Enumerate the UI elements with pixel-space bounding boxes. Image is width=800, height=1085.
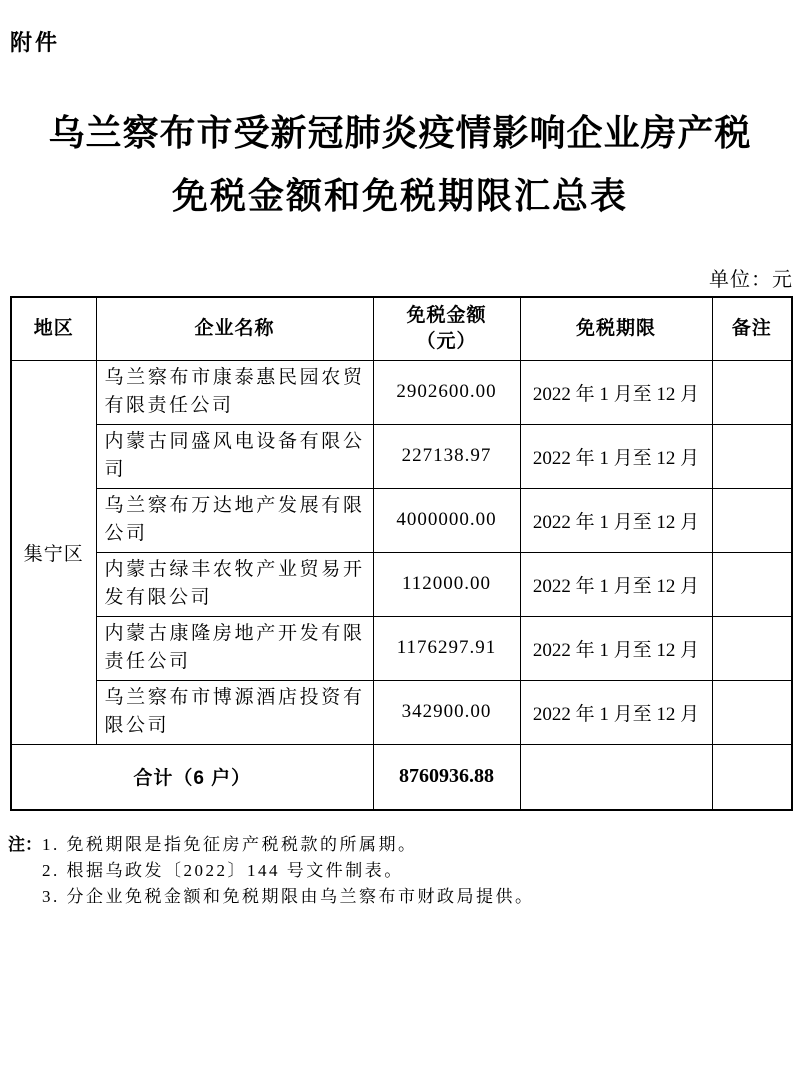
title-line-1: 乌兰察布市受新冠肺炎疫情影响企业房产税 (48, 113, 752, 153)
table-row (11, 680, 792, 744)
table-total-row (11, 744, 792, 810)
header-remark: 备注 (712, 297, 792, 360)
table-row (11, 488, 792, 552)
company-cell: 内蒙古绿丰农牧产业贸易开发有限公司 (96, 552, 373, 616)
table-header-row (11, 297, 792, 360)
note-line-2: 2. 根据乌政发〔2022〕144 号文件制表。 (42, 861, 404, 880)
period-cell: 2022 年 1 月至 12 月 (520, 360, 712, 424)
total-period-cell (520, 744, 712, 810)
notes-items (42, 832, 535, 910)
remark-cell (712, 616, 792, 680)
company-cell: 乌兰察布市康泰惠民园农贸有限责任公司 (96, 360, 373, 424)
table-row (11, 424, 792, 488)
notes-section (8, 832, 535, 910)
amount-cell: 227138.97 (373, 424, 520, 488)
header-amount-line1: 免税金额 (406, 304, 487, 326)
amount-cell: 342900.00 (373, 680, 520, 744)
total-remark-cell (712, 744, 792, 810)
document-title (0, 102, 800, 228)
amount-cell: 4000000.00 (373, 488, 520, 552)
period-cell: 2022 年 1 月至 12 月 (520, 680, 712, 744)
period-cell: 2022 年 1 月至 12 月 (520, 488, 712, 552)
amount-cell: 1176297.91 (373, 616, 520, 680)
amount-cell: 112000.00 (373, 552, 520, 616)
notes-label: 注： (8, 835, 42, 854)
remark-cell (712, 552, 792, 616)
period-cell: 2022 年 1 月至 12 月 (520, 616, 712, 680)
company-cell: 内蒙古同盛风电设备有限公司 (96, 424, 373, 488)
summary-table (10, 296, 793, 811)
unit-label: 单位：元 (709, 269, 793, 291)
header-amount-line2: （元） (416, 330, 477, 352)
company-cell: 乌兰察布万达地产发展有限公司 (96, 488, 373, 552)
note-line-3: 3. 分企业免税金额和免税期限由乌兰察布市财政局提供。 (42, 887, 535, 906)
header-region: 地区 (11, 297, 96, 360)
table-row (11, 616, 792, 680)
attachment-label: 附件 (10, 30, 61, 55)
table-row (11, 360, 792, 424)
period-cell: 2022 年 1 月至 12 月 (520, 552, 712, 616)
header-company: 企业名称 (96, 297, 373, 360)
company-cell: 乌兰察布市博源酒店投资有限公司 (96, 680, 373, 744)
title-line-2: 免税金额和免税期限汇总表 (171, 176, 628, 216)
header-amount (373, 297, 520, 360)
region-cell: 集宁区 (11, 360, 96, 744)
remark-cell (712, 680, 792, 744)
remark-cell (712, 488, 792, 552)
total-label-cell: 合计（6 户） (11, 744, 373, 810)
remark-cell (712, 360, 792, 424)
amount-cell: 2902600.00 (373, 360, 520, 424)
table-row (11, 552, 792, 616)
remark-cell (712, 424, 792, 488)
note-line-1: 1. 免税期限是指免征房产税税款的所属期。 (42, 835, 418, 854)
header-period: 免税期限 (520, 297, 712, 360)
period-cell: 2022 年 1 月至 12 月 (520, 424, 712, 488)
company-cell: 内蒙古康隆房地产开发有限责任公司 (96, 616, 373, 680)
total-amount-cell: 8760936.88 (373, 744, 520, 810)
